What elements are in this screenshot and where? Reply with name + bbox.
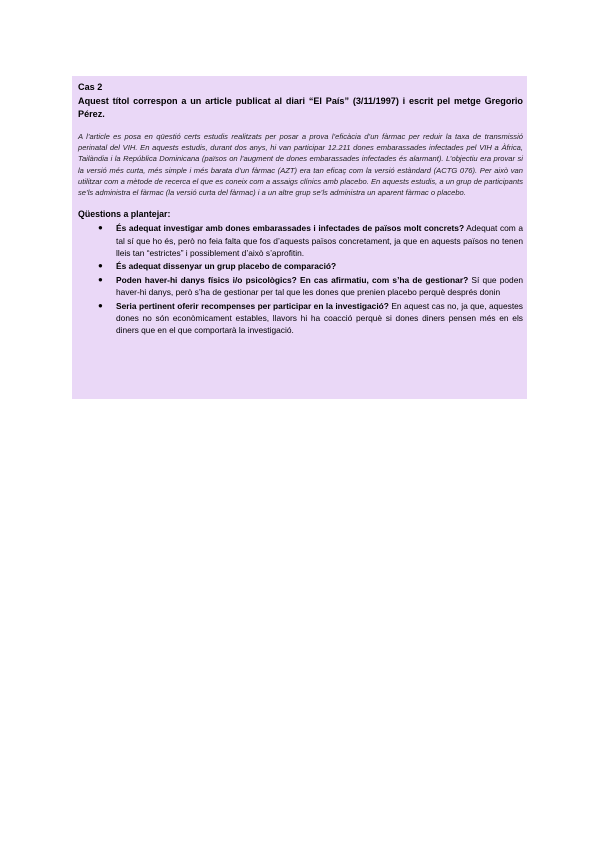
case-number: Cas 2 (78, 82, 103, 92)
questions-list (78, 222, 523, 337)
question-text: És adequat investigar amb dones embarassades i infectades de països molt concrets? (116, 223, 465, 234)
question-text: Seria pertinent oferir recompenses per participar en la investigació? (116, 300, 389, 311)
bullet-icon: ● (98, 261, 103, 271)
answer-text: Adequat com a tal sí que ho és, però no feia falta que fos d’aquests països concretament, ja que en aquests països no tenen lleis tan “estrictes” i possiblement d’això s’aprofitin. (116, 223, 523, 259)
answer-text: Sí que poden haver-hi danys, però s’ha de gestionar per tal que les dones que prenien placebo perquè després donin (116, 274, 524, 298)
question-text: És adequat dissenyar un grup placebo de comparació? (116, 261, 337, 272)
bullet-icon: ● (98, 274, 103, 284)
case-heading: Aquest títol correspon a un article publicat al diari “El País” (3/11/1997) i escrit pel metge Gregorio Pérez. (78, 96, 523, 119)
bullet-icon: ● (98, 223, 103, 233)
question-item (78, 222, 523, 259)
questions-title: Qüestions a plantejar: (78, 209, 171, 220)
question-item (78, 274, 523, 299)
case-intro: A l’article es posa en qüestió certs estudis realitzats per posar a prova l’eficàcia d’un fàrmac per reduir la taxa de transmissió perinatal del VIH. En aquests estudis, durant dos anys, hi van participar 12.211 dones embarassades infectades pel VIH a Àfrica, Tailàndia i la República Dominicana (països on l’augment de dones embarassades infectades és alarmant). L’objectiu era provar si la versió més curta, més simple i més barata d’un fàrmac (AZT) era tan eficaç com la versió estàndard (ACTG 076). Per això van utilitzar com a mètode de recerca el que es coneix com a assaigs clínics amb placebo. En aquests estudis, a un grup de participants se’ls administra el fàrmac (la versió curta del fàrmac) i a un altre grup se’ls administra un aparent fàrmac o placebo. (78, 132, 523, 198)
answer-text: En aquest cas no, ja que, aquestes dones no són econòmicament estables, llavors hi ha coacció perquè si dones diners pensen més en els diners que en el que comportarà la investigació. (116, 300, 523, 336)
case-box (72, 76, 527, 399)
question-text: Poden haver-hi danys físics i/o psicològics? En cas afirmatiu, com s’ha de gestionar? (116, 274, 469, 285)
question-item (78, 260, 523, 272)
question-item (78, 300, 523, 337)
bullet-icon: ● (98, 300, 103, 310)
